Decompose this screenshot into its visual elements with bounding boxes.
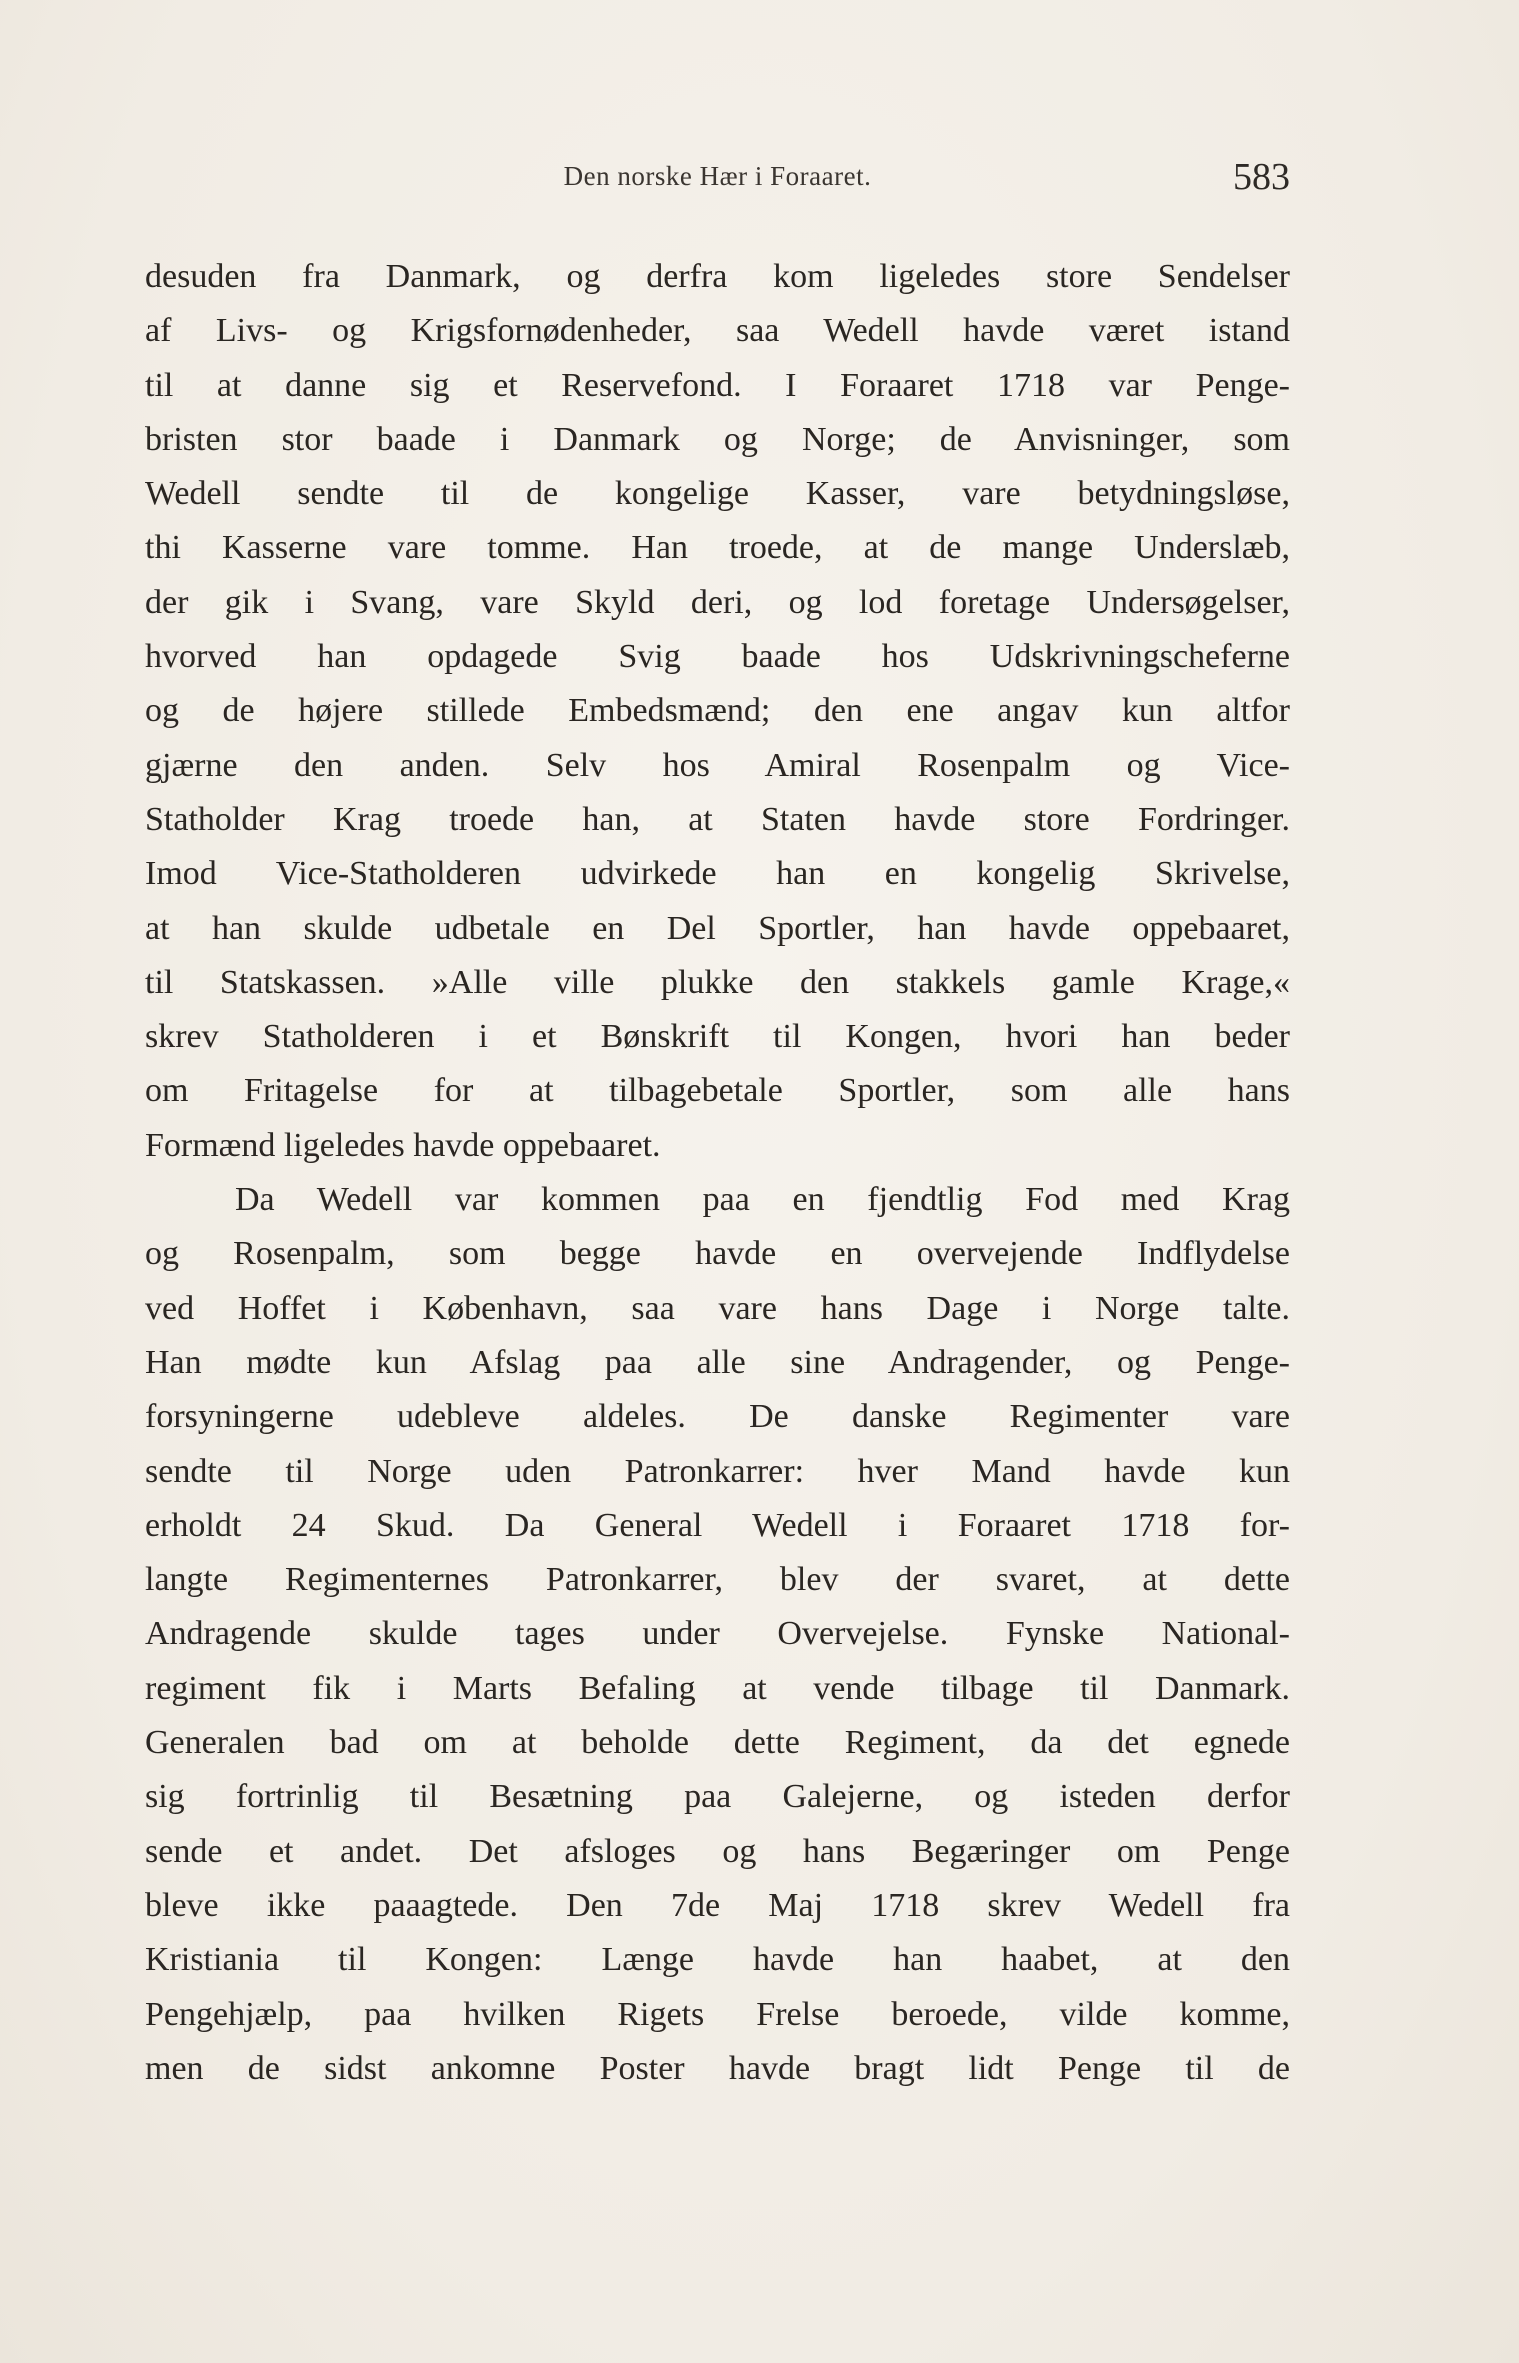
text-line: Wedell sendte til de kongelige Kasser, vare betydningsløse, [145, 475, 1290, 513]
text-line: skrev Statholderen i et Bønskrift til Kongen, hvori han beder [145, 1018, 1290, 1056]
text-line: gjærne den anden. Selv hos Amiral Rosenpalm og Vice- [145, 746, 1290, 784]
text-line: at han skulde udbetale en Del Sportler, han havde oppebaaret, [145, 909, 1290, 947]
text-line: langte Regimenternes Patronkarrer, blev der svaret, at dette [145, 1561, 1290, 1599]
text-line: men de sidst ankomne Poster havde bragt lidt Penge til de [145, 2049, 1290, 2087]
text-line: bleve ikke paaagtede. Den 7de Maj 1718 skrev Wedell fra [145, 1886, 1290, 1924]
text-line: desuden fra Danmark, og derfra kom ligeledes store Sendelser [145, 258, 1290, 295]
text-line: Han mødte kun Afslag paa alle sine Andragender, og Penge- [145, 1343, 1290, 1381]
text-line: Pengehjælp, paa hvilken Rigets Frelse beroede, vilde komme, [145, 1995, 1290, 2033]
text-line: om Fritagelse for at tilbagebetale Sportler, som alle hans [145, 1072, 1290, 1110]
text-line: sig fortrinlig til Besætning paa Galejerne, og isteden derfor [145, 1778, 1290, 1816]
text-line: forsyningerne udebleve aldeles. De danske Regimenter vare [145, 1398, 1290, 1436]
text-line: Imod Vice-Statholderen udvirkede han en kongelig Skrivelse, [145, 855, 1290, 893]
running-title: Den norske Hær i Foraaret. [563, 161, 872, 191]
text-line: Kristiania til Kongen: Længe havde han haabet, at den [145, 1941, 1290, 1979]
page-header [145, 155, 1290, 205]
text-line: Andragende skulde tages under Overvejelse. Fynske National- [145, 1615, 1290, 1653]
text-line: og de højere stillede Embedsmænd; den ene angav kun altfor [145, 692, 1290, 730]
text-line: ved Hoffet i København, saa vare hans Dage i Norge talte. [145, 1289, 1290, 1327]
paragraph-start-line: Da Wedell var kommen paa en fjendtlig Fod med Krag [235, 1181, 1290, 1219]
text-line: til at danne sig et Reservefond. I Foraaret 1718 var Penge- [145, 366, 1290, 404]
text-line: regiment fik i Marts Befaling at vende tilbage til Danmark. [145, 1669, 1290, 1707]
text-line: sende et andet. Det afsloges og hans Begæringer om Penge [145, 1832, 1290, 1870]
text-line: til Statskassen. »Alle ville plukke den stakkels gamle Krage,« [145, 963, 1290, 1001]
text-line: Statholder Krag troede han, at Staten havde store Fordringer. [145, 800, 1290, 838]
text-line: bristen stor baade i Danmark og Norge; de Anvisninger, som [145, 420, 1290, 458]
body-text [145, 250, 1290, 2096]
page-number: 583 [1233, 156, 1290, 198]
paragraph-end-line: Formænd ligeledes havde oppebaaret. [145, 1126, 661, 1164]
text-line: Generalen bad om at beholde dette Regiment, da det egnede [145, 1724, 1290, 1762]
text-line: sendte til Norge uden Patronkarrer: hver Mand havde kun [145, 1452, 1290, 1490]
text-line: erholdt 24 Skud. Da General Wedell i Foraaret 1718 for- [145, 1506, 1290, 1544]
text-line: og Rosenpalm, som begge havde en overvejende Indflydelse [145, 1235, 1290, 1273]
text-line: af Livs- og Krigsfornødenheder, saa Wedell havde været istand [145, 312, 1290, 350]
text-line: thi Kasserne vare tomme. Han troede, at de mange Underslæb, [145, 529, 1290, 567]
text-line: der gik i Svang, vare Skyld deri, og lod foretage Undersøgelser, [145, 583, 1290, 621]
text-line: hvorved han opdagede Svig baade hos Udskrivningscheferne [145, 638, 1290, 676]
